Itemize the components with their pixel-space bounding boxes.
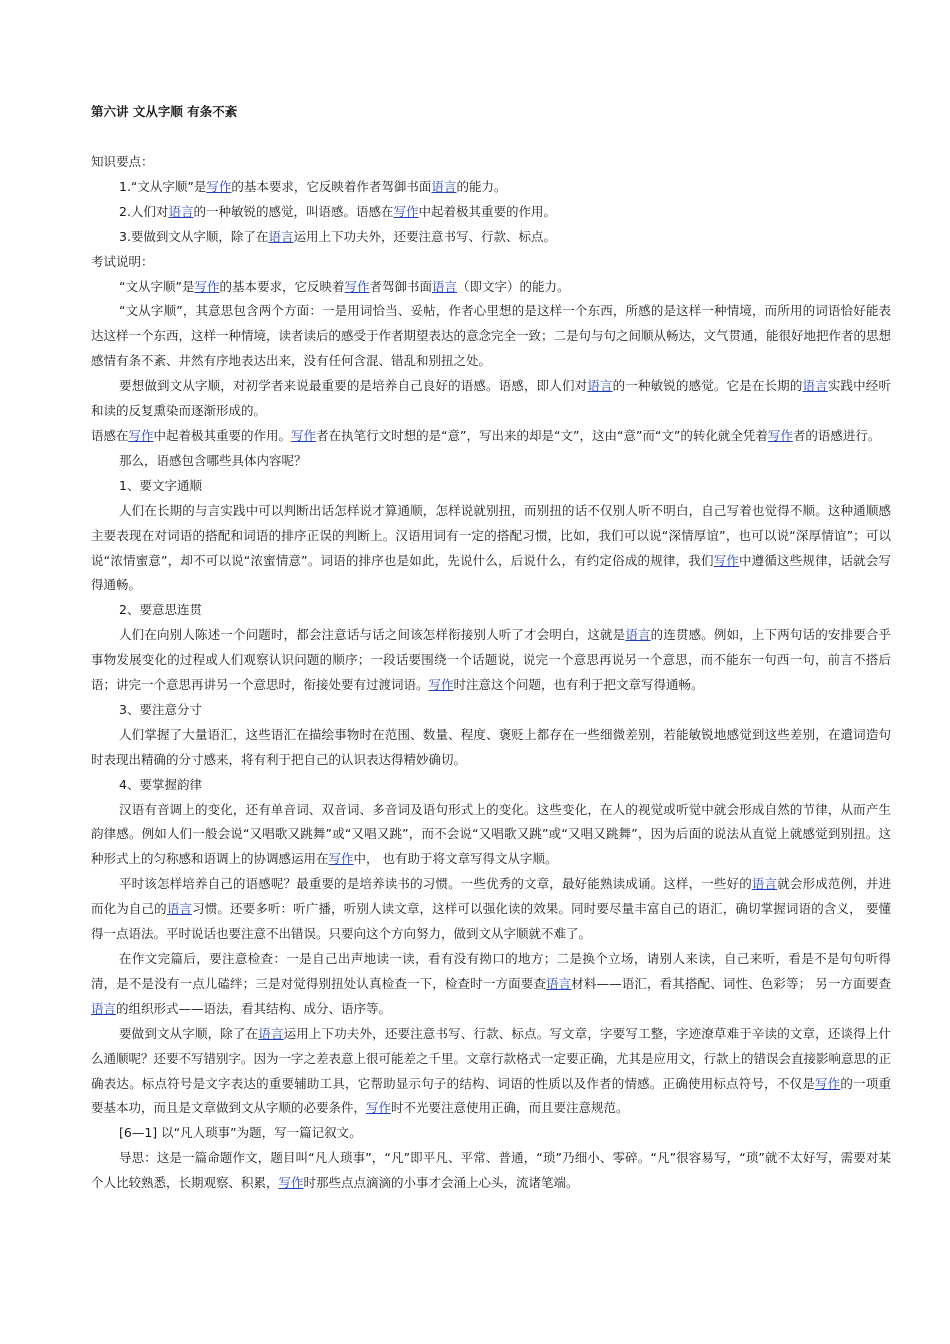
keyword-link[interactable]: 写作 (291, 427, 317, 443)
keyword-link[interactable]: 语言 (268, 228, 294, 244)
keyword-link[interactable]: 写作 (328, 851, 354, 867)
keyword-link[interactable]: 语言 (168, 203, 194, 219)
lecture-title: 第六讲 文从字顺 有条不紊 (91, 104, 238, 119)
keyword-link[interactable]: 写作 (278, 1175, 304, 1191)
paragraph: 知识要点： (91, 154, 154, 169)
keyword-link[interactable]: 语言 (587, 378, 613, 394)
keyword-link[interactable]: 写作 (206, 178, 232, 194)
keyword-link[interactable]: 写作 (393, 203, 419, 219)
paragraph: 语感在写作中起着极其重要的作用。写作者在执笔行文时想的是“意”，写出来的却是“文”，这由“意”而“文”的转化就全凭着写作者的语感进行。 (91, 427, 881, 443)
keyword-link[interactable]: 语言 (432, 278, 458, 294)
keyword-link[interactable]: 语言 (431, 178, 457, 194)
keyword-link[interactable]: 写作 (194, 278, 220, 294)
keyword-link[interactable]: 写作 (713, 552, 739, 568)
paragraph: 4、要掌握韵律 (119, 776, 202, 792)
keyword-link[interactable]: 语言 (625, 627, 651, 643)
paragraph: [6—1] 以“凡人琐事”为题，写一篇记叙文。 (119, 1125, 362, 1141)
paragraph: 人们掌握了大量语汇，这些语汇在描绘事物时在范围、数量、程度、褒贬上都存在一些细微差别，若能敏锐地感觉到这些差别，在遣词造句时表现出精确的分寸感来，将有利于把自己的认识表达得精妙确切。 (91, 726, 891, 767)
paragraph: 3.要做到文从字顺，除了在语言运用上下功夫外，还要注意书写、行款、标点。 (119, 228, 556, 244)
paragraph: 1、要文字通顺 (119, 477, 202, 493)
keyword-link[interactable]: 语言 (258, 1025, 284, 1041)
keyword-link[interactable]: 写作 (428, 677, 454, 693)
paragraph: 那么，语感包含哪些具体内容呢？ (119, 452, 307, 468)
paragraph: 要做到文从字顺，除了在语言运用上下功夫外，还要注意书写、行款、标点。写文章，字要写工整，字迹潦草难于辛读的文章，还谈得上什么通顺呢？还要不写错别字。因为一字之差表意上很可能差之千里。文章行款格式一定要正确，尤其是应用文，行款上的错误会直接影响意思的正确表达。标点符号是文字表达的重要辅助工具，它帮助显示句子的结构、词语的性质以及作者的情感。正确使用标点符号，不仅是写作的一项重要基本功，而且是文章做到文从字顺的必要条件，写作时不光要注意使用正确，而且要注意规范。 (91, 1025, 892, 1116)
keyword-link[interactable]: 语言 (166, 901, 193, 917)
document-body (91, 150, 891, 1196)
paragraph: 3、要注意分寸 (119, 701, 202, 717)
keyword-link[interactable]: 写作 (767, 427, 793, 443)
paragraph: “文从字顺”，其意思包含两个方面：一是用词恰当、妥帖，作者心里想的是这样一个东西，所感的是这样一种情境，而所用的词语恰好能表达这样一个东西，这样一种情境，读者读后的感受于作者期望表达的意念完全一致；二是句与句之间顺从畅达，文气贯通，能很好地把作者的思想感情有条不紊、井然有序地表达出来，没有任何含混、错乱和别扭之处。 (91, 303, 892, 369)
paragraph: 在作文完篇后，要注意检查：一是自己出声地读一读，看有没有拗口的地方；二是换个立场，请别人来读，自己来听，看是不是句句听得清，是不是没有一点儿磕绊；三是对觉得别扭处认真检查一下，检查时一方面要查语言材料——语汇，看其搭配、词性、色彩等； 另一方面要查语言的组织形式——语法，看其结构、成分、语序等。 (91, 951, 891, 1016)
paragraph: 2.人们对语言的一种敏锐的感觉，叫语感。语感在写作中起着极其重要的作用。 (119, 203, 556, 219)
keyword-link[interactable]: 写作 (814, 1075, 841, 1091)
paragraph: 2、要意思连贯 (119, 602, 202, 618)
paragraph: 人们在长期的与言实践中可以判断出话怎样说才算通顺，怎样说就别扭，而别扭的话不仅别人听不明白，自己写着也觉得不顺。这种通顺感主要表现在对词语的搭配和词语的排序正误的判断上。汉语用词有一定的搭配习惯，比如，我们可以说“深情厚谊”，也可以说“深厚情谊”；可以说“浓情蜜意”，却不可以说“浓蜜情意”。词语的排序也是如此，先说什么，后说什么，有约定俗成的规律，我们写作中遵循这些规律，话就会写得通畅。 (91, 502, 891, 593)
keyword-link[interactable]: 语言 (91, 1000, 117, 1016)
keyword-link[interactable]: 语言 (546, 975, 572, 991)
paragraph: 1.“文从字顺”是写作的基本要求，它反映着作者驾御书面语言的能力。 (119, 178, 507, 194)
paragraph: 人们在向别人陈述一个问题时，都会注意话与话之间该怎样衔接别人听了才会明白，这就是语言的连贯感。例如，上下两句话的安排要合乎事物发展变化的过程或人们观察认识问题的顺序；一段话要围绕一个话题说，说完一个意思再说另一个意思，而不能东一句西一句，前言不搭后语；讲完一个意思再讲另一个意思时，衔接处要有过渡词语。写作时注意这个问题，也有利于把文章写得通畅。 (91, 627, 891, 693)
paragraph: 平时该怎样培养自己的语感呢？最重要的是培养读书的习惯。一些优秀的文章，最好能熟读成诵。这样，一些好的语言就会形成范例，并进而化为自己的语言习惯。还要多听：听广播，听别人读文章，这样可以强化读的效果。同时要尽量丰富自己的语汇，确切掌握词语的含义， 要懂得一点语法。平时说话也要注意不出错误。只要向这个方向努力，做到文从字顺就不难了。 (91, 876, 891, 942)
keyword-link[interactable]: 写作 (366, 1100, 392, 1116)
paragraph: “文从字顺”是写作的基本要求，它反映着写作者驾御书面语言（即文字）的能力。 (119, 278, 570, 294)
paragraph: 要想做到文从字顺，对初学者来说最重要的是培养自己良好的语感。语感，即人们对语言的一种敏锐的感觉。它是在长期的语言实践中经听和读的反复熏染而逐渐形成的。 (91, 378, 891, 419)
keyword-link[interactable]: 语言 (802, 378, 828, 394)
document-page (91, 100, 891, 1196)
paragraph: 导思：这是一篇命题作文，题目叫“凡人琐事”，“凡”即平凡、平常、普通，“琐”乃细小、零碎。“凡”很容易写，“琐”就不太好写，需要对某个人比较熟悉，长期观察、积累，写作时那些点点滴滴的小事才会涌上心头，流诸笔端。 (91, 1150, 891, 1191)
keyword-link[interactable]: 写作 (128, 427, 154, 443)
keyword-link[interactable]: 语言 (751, 876, 778, 892)
paragraph: 汉语有音调上的变化，还有单音词、双音词、多音词及语句形式上的变化。这些变化，在人的视觉或听觉中就会形成自然的节律，从而产生韵律感。例如人们一般会说“又唱歌又跳舞”或“又唱又跳”，而不会说“又唱歌又跳”或“又唱又跳舞”，因为后面的说法从直觉上就感觉到别扭。这种形式上的匀称感和语调上的协调感运用在写作中， 也有助于将文章写得文从字顺。 (91, 801, 891, 867)
paragraph: 考试说明： (91, 253, 154, 269)
keyword-link[interactable]: 写作 (344, 278, 370, 294)
